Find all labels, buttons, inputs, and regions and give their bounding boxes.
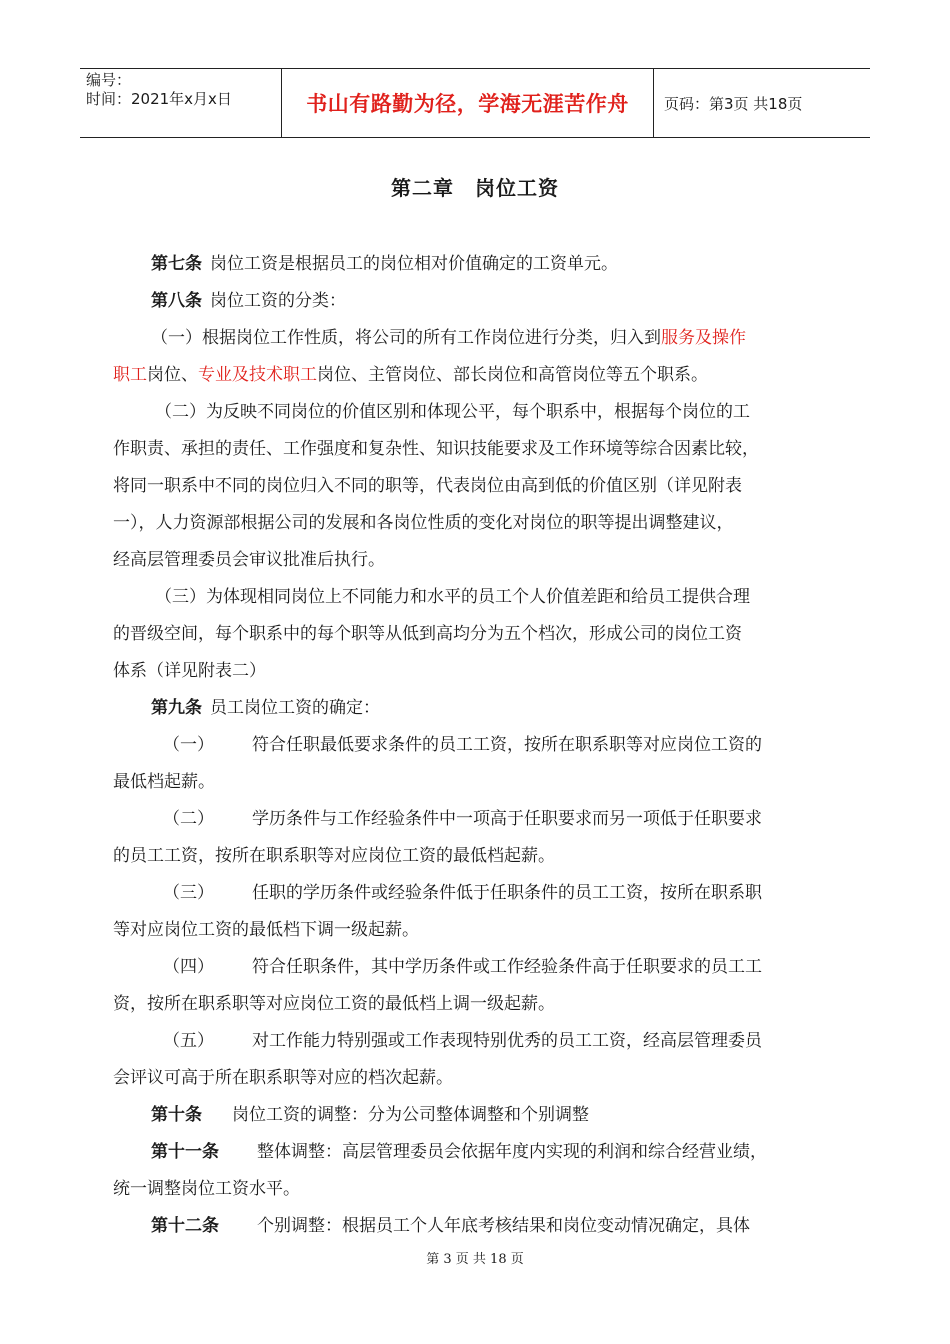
- header-meta: [80, 69, 282, 137]
- paragraph-line: 的员工工资，按所在职系职等对应岗位工资的最低档起薪。: [113, 846, 555, 866]
- clause-number: （四）: [163, 957, 214, 977]
- paragraph-line: 将同一职系中不同的岗位归入不同的职等，代表岗位由高到低的价值区别（详见附表: [113, 476, 742, 496]
- number-label: 编号：: [86, 71, 132, 89]
- document-body: [113, 246, 835, 1245]
- paragraph-line: 会评议可高于所在职系职等对应的档次起薪。: [113, 1068, 453, 1088]
- document-header: [80, 68, 870, 138]
- clause-line: （四） 符合任职条件，其中学历条件或工作经验条件高于任职要求的员工工: [163, 957, 762, 977]
- paragraph-line: 的晋级空间，每个职系中的每个职等从低到高均分为五个档次，形成公司的岗位工资: [113, 624, 742, 644]
- clause-line: （二） 学历条件与工作经验条件中一项高于任职要求而另一项低于任职要求: [163, 809, 762, 829]
- article-label: 第九条: [151, 698, 202, 718]
- clause-number: （一）: [163, 735, 214, 755]
- clause-number: （二）: [163, 809, 214, 829]
- article-label: 第十二条: [151, 1216, 219, 1236]
- paragraph-line: 统一调整岗位工资水平。: [113, 1179, 300, 1199]
- page-footer: 第 3 页 共 18 页: [426, 1252, 524, 1267]
- article-label: 第七条: [151, 254, 202, 274]
- paragraph-line: 作职责、承担的责任、工作强度和复杂性、知识技能要求及工作环境等综合因素比较，: [113, 439, 759, 459]
- paragraph-line: 一），人力资源部根据公司的发展和各岗位性质的变化对岗位的职等提出调整建议，: [113, 513, 734, 533]
- article-10: [113, 1097, 835, 1134]
- article-text: 个别调整：根据员工个人年底考核结果和岗位变动情况确定，具体: [257, 1216, 750, 1236]
- highlight-text: 服务及操作: [661, 328, 746, 348]
- chapter-title: 第二章 岗位工资: [391, 176, 559, 200]
- clause-number: （三）: [163, 883, 214, 903]
- article-7: [113, 246, 835, 283]
- paragraph-line: 资，按所在职系职等对应岗位工资的最低档上调一级起薪。: [113, 994, 555, 1014]
- highlight-text: 专业及技术职工: [198, 365, 317, 385]
- article-label: 第十一条: [151, 1142, 219, 1162]
- paragraph-line: （二）为反映不同岗位的价值区别和体现公平，每个职系中，根据每个岗位的工: [155, 402, 750, 422]
- article-9: [113, 690, 835, 727]
- paragraph-line: 体系（详见附表二）: [113, 661, 266, 681]
- article-text: 岗位工资的分类：: [210, 291, 346, 311]
- article-8: [113, 283, 835, 320]
- paragraph-line: 最低档起薪。: [113, 772, 215, 792]
- article-text: 岗位工资是根据员工的岗位相对价值确定的工资单元。: [210, 254, 618, 274]
- clause-number: （五）: [163, 1031, 214, 1051]
- article-12: [113, 1208, 835, 1245]
- paragraph-line: 经高层管理委员会审议批准后执行。: [113, 550, 385, 570]
- header-page-info: 页码：第3页 共18页: [664, 94, 803, 113]
- header-motto-cell: [282, 69, 654, 137]
- clause-line: （一） 符合任职最低要求条件的员工工资，按所在职系职等对应岗位工资的: [163, 735, 762, 755]
- highlight-text: 职工: [113, 365, 147, 385]
- date-label: 时间：2021年x月x日: [86, 90, 232, 108]
- article-label: 第十条: [151, 1105, 202, 1125]
- paragraph-line: （一）根据岗位工作性质，将公司的所有工作岗位进行分类，归入到服务及操作: [151, 328, 746, 348]
- article-label: 第八条: [151, 291, 202, 311]
- clause-line: （三） 任职的学历条件或经验条件低于任职条件的员工工资，按所在职系职: [163, 883, 762, 903]
- paragraph-line: 职工岗位、专业及技术职工岗位、主管岗位、部长岗位和高管岗位等五个职系。: [113, 365, 708, 385]
- motto: 书山有路勤为径，学海无涯苦作舟: [306, 92, 629, 116]
- article-text: 岗位工资的调整：分为公司整体调整和个别调整: [232, 1105, 589, 1125]
- paragraph-line: （三）为体现相同岗位上不同能力和水平的员工个人价值差距和给员工提供合理: [155, 587, 750, 607]
- article-11: [113, 1134, 835, 1171]
- article-text: 整体调整：高层管理委员会依据年度内实现的利润和综合经营业绩，: [257, 1142, 767, 1162]
- paragraph-line: 等对应岗位工资的最低档下调一级起薪。: [113, 920, 419, 940]
- article-text: 员工岗位工资的确定：: [210, 698, 380, 718]
- clause-line: （五） 对工作能力特别强或工作表现特别优秀的员工工资，经高层管理委员: [163, 1031, 762, 1051]
